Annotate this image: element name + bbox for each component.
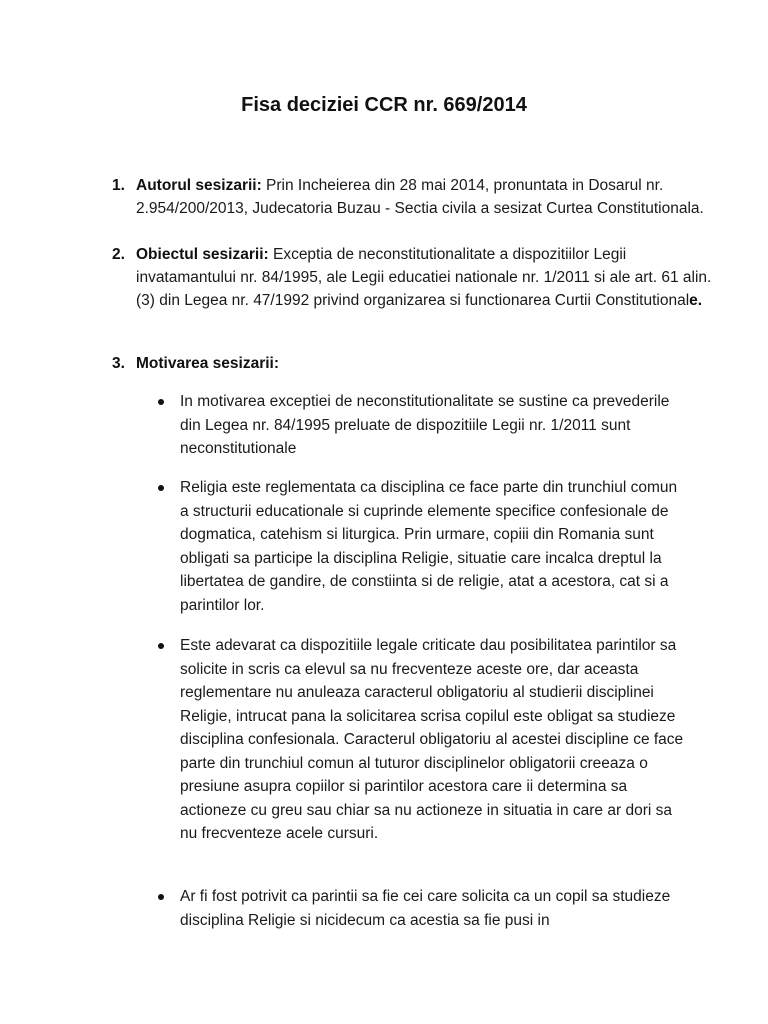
bullet-item: [158, 390, 688, 461]
page-title: Fisa deciziei CCR nr. 669/2014: [241, 94, 527, 116]
section-label: Obiectul sesizarii:: [136, 246, 269, 263]
section-body: [136, 174, 712, 220]
section-motivarea: [112, 352, 712, 375]
bullet-text: In motivarea exceptiei de neconstitutionalitate se sustine ca prevederile din Legea nr. 84/1995 preluate de dispozitiile Legii nr. 1/2011 sunt neconstitutionale: [180, 393, 670, 457]
section-obiectul: [112, 243, 712, 312]
section-label: Autorul sesizarii:: [136, 177, 262, 194]
bullet-text: Ar fi fost potrivit ca parintii sa fie cei care solicita ca un copil sa studieze disciplina Religie si nicidecum ca acestia sa fie pusi in: [180, 888, 671, 929]
section-text: Prin Incheierea din 28 mai 2014, pronuntata in Dosarul nr. 2.954/200/2013, Judecatoria Buzau - Sectia civila a sesizat Curtea Constitutionala.: [136, 177, 704, 217]
bullet-item: [158, 476, 688, 617]
section-body: [136, 352, 712, 375]
bullet-item: [158, 634, 688, 846]
bullet-icon: [158, 643, 164, 649]
section-autorul: [112, 174, 712, 220]
section-number: 1.: [112, 177, 125, 194]
section-body: [136, 243, 712, 312]
bullet-icon: [158, 894, 164, 900]
section-text: Exceptia de neconstitutionalitate a dispozitiilor Legii invatamantului nr. 84/1995, ale Legii educatiei nationale nr. 1/2011 si ale art. 61 alin. (3) din Legea nr. 47/1992 privind organizarea si functionarea Curtii Constitutional: [136, 246, 712, 309]
bullet-icon: [158, 399, 164, 405]
bullet-item: [158, 885, 688, 932]
bullet-text: Religia este reglementata ca disciplina ce face parte din trunchiul comun a structurii educationale si cuprinde elemente specifice confesionale de dogmatica, catehism si liturgica. Prin urmare, copiii din Romania sunt obligati sa participe la disciplina Religie, situatie care incalca dreptul la libertatea de gandire, de constiinta si de religie, atat a acestora, cat si a parintilor lor.: [180, 479, 678, 614]
section-number: 2.: [112, 246, 125, 263]
bullet-text: Este adevarat ca dispozitiile legale criticate dau posibilitatea parintilor sa solicite in scris ca elevul sa nu frecventeze aceste ore, dar aceasta reglementare nu anuleaza caracterul obligatoriu al studierii disciplinei Religie, intrucat pana la solicitarea scrisa copilul este obligat sa studieze disciplina confesionala. Caracterul obligatoriu al acestei discipline ce face parte din trunchiul comun al tuturor disciplinelor obligatorii creeaza o presiune asupra copiilor si parintilor acestora care ii determina sa actioneze cu greu sau chiar sa nu actioneze in situatia in care ar dori sa nu frecventeze acele cursuri.: [180, 637, 684, 842]
section-number: 3.: [112, 355, 125, 372]
bullet-icon: [158, 485, 164, 491]
section-label: Motivarea sesizarii:: [136, 355, 280, 372]
section-text-tail: e.: [689, 292, 703, 309]
